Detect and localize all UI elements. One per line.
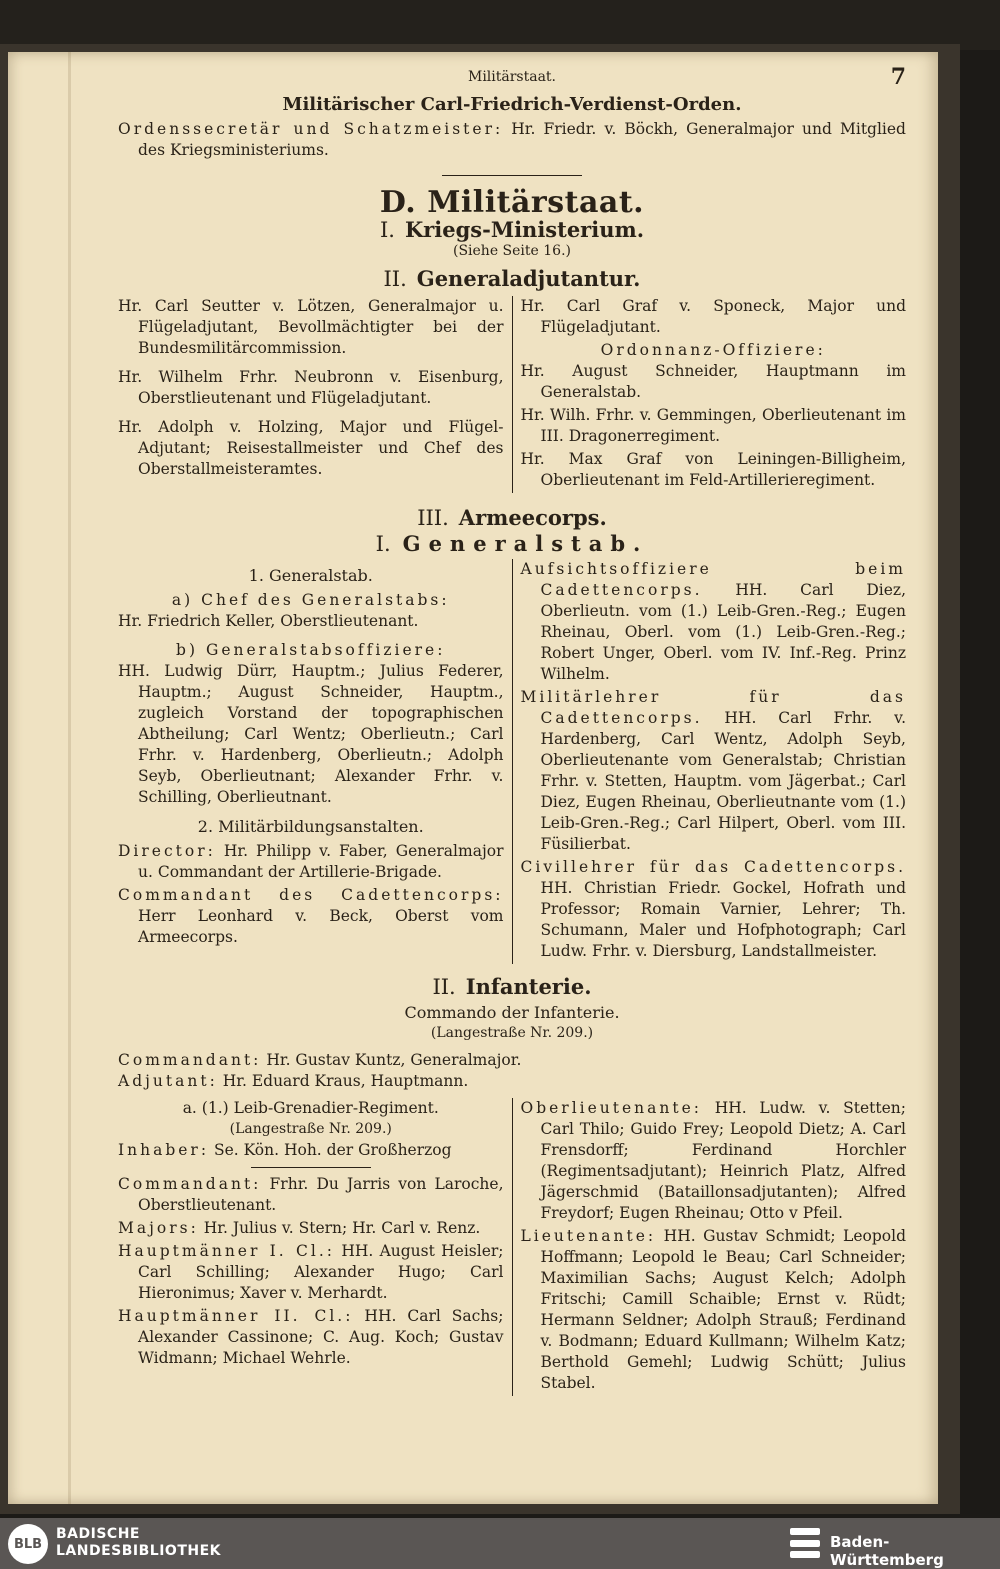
footer-bar xyxy=(0,1518,1000,1569)
infanterie-commandant xyxy=(118,1050,906,1071)
infanterie-adjutant xyxy=(118,1071,906,1092)
militaerlehrer-label: Militärlehrer für das Cadettencorps. xyxy=(520,688,906,727)
inhaber-entry xyxy=(118,1140,504,1161)
hauptmaenner-2-entry xyxy=(118,1306,504,1369)
infanterie-roman: II. xyxy=(432,975,456,999)
cadet-commandant-entry xyxy=(118,885,504,948)
adjutantur-roman: II. xyxy=(383,267,407,291)
adjutantur-title: Generaladjutantur. xyxy=(416,266,641,291)
running-head-title: Militärstaat. xyxy=(467,69,556,85)
blb-name[interactable] xyxy=(56,1526,221,1560)
order-secretary xyxy=(118,119,906,161)
civillehrer-entry xyxy=(521,857,907,962)
regiment-commandant-text: Frhr. Du Jarris von Laroche, Oberstlieutenant. xyxy=(138,1175,504,1214)
armeecorps-title: Armeecorps. xyxy=(458,505,607,530)
chef-title: a) Chef des Generalstabs: xyxy=(171,591,450,609)
majors-label: Majors: xyxy=(118,1219,199,1237)
ministry-title: Kriegs-Ministerium. xyxy=(404,217,645,242)
blb-line-1: BADISCHE xyxy=(56,1526,140,1542)
scan-background xyxy=(0,0,1000,50)
baden-wuerttemberg-lions-icon xyxy=(790,1528,820,1558)
blb-logo-icon[interactable]: BLB xyxy=(8,1524,48,1564)
oberlieutenante-text: HH. Ludw. v. Stetten; Carl Thilo; Guido Frey; Leopold Dietz; A. Carl Frensdorff; Ferdinand Horchler (Regimentsadjutant); Heinrich Platz, Alfred Jägerschmid (Bataillonsadjutanten); Alfred Freydorf; Eugen Rheinau; Otto v Pfeil. xyxy=(540,1099,906,1222)
armeecorps-left-column xyxy=(118,559,513,964)
ordonnanz-title: Ordonnanz-Offiziere: xyxy=(600,341,826,359)
section-divider xyxy=(442,175,582,176)
adjutant-entry: Hr. Carl Seutter v. Lötzen, Generalmajor u. Flügeladjutant, Bevollmächtigter bei der Bundesmilitärcommission. xyxy=(118,297,504,357)
director-text: Hr. Philipp v. Faber, Generalmajor u. Commandant der Artillerie-Brigade. xyxy=(138,842,504,881)
adjutantur-columns xyxy=(118,296,906,493)
ministry-note: (Siehe Seite 16.) xyxy=(452,243,571,259)
director-label: Director: xyxy=(118,842,216,860)
hauptmaenner-1-label: Hauptmänner I. Cl.: xyxy=(118,1242,335,1260)
generalstab-roman: I. xyxy=(375,532,391,556)
aufsicht-entry xyxy=(521,559,907,685)
commando-address: (Langestraße Nr. 209.) xyxy=(430,1025,594,1041)
ordonnanz-entry: Hr. Wilh. Frhr. v. Gemmingen, Oberlieutenant im III. Dragonerregiment. xyxy=(520,406,906,445)
commando-title: Commando der Infanterie. xyxy=(404,1003,620,1022)
order-secretary-label: Ordenssecretär und Schatzmeister: xyxy=(118,120,504,138)
regiment-commandant-entry xyxy=(118,1174,504,1216)
regiment-commandant-label: Commandant: xyxy=(118,1175,262,1193)
hauptmaenner-2-text: HH. Carl Sachs; Alexander Cassinone; C. Aug. Koch; Gustav Widmann; Michael Wehrle. xyxy=(138,1307,504,1367)
infanterie-columns xyxy=(118,1098,906,1396)
militaerlehrer-entry xyxy=(521,687,907,855)
militaerlehrer-text: HH. Carl Frhr. v. Hardenberg, Carl Wentz, Adolph Seyb, Oberlieutenante vom Generalstab; Christian Frhr. v. Stetten, Hauptm. vom Jägerbat.; Carl Diez, Eugen Rheinau, Oberlieutnante vom (1.) Leib-Gren.-Reg.; Carl Hilpert, Oberl. vom III. Füsilierbat. xyxy=(540,709,906,853)
adjutantur-left-column xyxy=(118,296,513,493)
ministry-heading xyxy=(118,219,906,241)
bildungsanstalten-subheading: 2. Militärbildungsanstalten. xyxy=(197,817,424,836)
ordonnanz-entry: Hr. August Schneider, Hauptmann im Generalstab. xyxy=(520,362,906,401)
armeecorps-right-column xyxy=(513,559,907,964)
section-d-title: D. Militärstaat. xyxy=(379,185,645,220)
infanterie-commandant-label: Commandant: xyxy=(118,1051,262,1069)
baden-wuerttemberg-name[interactable]: Baden-Württemberg xyxy=(830,1533,944,1569)
infanterie-heading xyxy=(118,976,906,998)
hauptmaenner-1-text: HH. August Heisler; Carl Schilling; Alexander Hugo; Carl Hieronimus; Xaver v. Merhardt. xyxy=(138,1242,504,1302)
majors-text: Hr. Julius v. Stern; Hr. Carl v. Renz. xyxy=(203,1219,481,1237)
page-fold-shadow xyxy=(68,52,71,1504)
director-entry xyxy=(118,841,504,883)
page-content xyxy=(118,64,906,1396)
adjutantur-heading xyxy=(118,268,906,290)
stabsoffiziere-text: HH. Ludwig Dürr, Hauptm.; Julius Federer, Hauptm.; August Schneider, Hauptm., zugleich Vorstand der topographischen Abtheilung; Carl Wentz; Oberlieutn.; Carl Frhr. v. Hardenberg, Oberlieutn.; Adolph Seyb, Oberlieutnant; Alexander Frhr. v. Schilling, Oberlieutnant. xyxy=(118,662,504,806)
regiment-title: a. (1.) Leib-Grenadier-Regiment. xyxy=(182,1099,439,1117)
generalstab-heading xyxy=(118,533,906,555)
generalstab-title: Generalstab. xyxy=(402,531,649,556)
infanterie-adjutant-label: Adjutant: xyxy=(118,1072,218,1090)
civillehrer-label: Civillehrer für das Cadettencorps. xyxy=(520,858,906,876)
running-head xyxy=(118,64,906,92)
lieutenante-label: Lieutenante: xyxy=(520,1227,657,1245)
inhaber-label: Inhaber: xyxy=(118,1141,210,1159)
oberlieutenante-label: Oberlieutenante: xyxy=(520,1099,703,1117)
hauptmaenner-2-label: Hauptmänner II. Cl.: xyxy=(118,1307,354,1325)
chef-text: Hr. Friedrich Keller, Oberstlieutenant. xyxy=(118,612,419,630)
order-secretary-text: Hr. Friedr. v. Böckh, Generalmajor und Mitglied des Kriegsministeriums. xyxy=(138,120,906,159)
ministry-roman: I. xyxy=(379,218,395,242)
page-number: 7 xyxy=(890,64,906,90)
adjutant-entry: Hr. Adolph v. Holzing, Major und Flügel-Adjutant; Reisestallmeister und Chef des Oberstallmeisteramtes. xyxy=(118,418,504,478)
infanterie-left-column xyxy=(118,1098,513,1396)
generalstab-subheading: 1. Generalstab. xyxy=(248,566,373,585)
civillehrer-text: HH. Christian Friedr. Gockel, Hofrath und Professor; Romain Varnier, Lehrer; Th. Schumann, Maler und Hofphotograph; Carl Ludw. Frhr. v. Diersburg, Landstallmeister. xyxy=(540,879,906,960)
armeecorps-columns xyxy=(118,559,906,964)
adjutantur-right-column xyxy=(513,296,907,493)
order-title: Militärischer Carl-Friedrich-Verdienst-Orden. xyxy=(282,94,742,115)
hauptmaenner-1-entry xyxy=(118,1241,504,1304)
adjutant-entry: Hr. Carl Graf v. Sponeck, Major und Flügeladjutant. xyxy=(520,297,906,336)
aufsicht-text: HH. Carl Diez, Oberlieutn. vom (1.) Leib-Gren.-Reg.; Eugen Rheinau, Oberl. vom (1.) Leib-Gren.-Reg.; Robert Unger, Oberl. vom IV. Inf.-Reg. Prinz Wilhelm. xyxy=(540,581,906,683)
infanterie-commandant-text: Hr. Gustav Kuntz, Generalmajor. xyxy=(266,1051,522,1069)
adjutant-entry: Hr. Wilhelm Frhr. Neubronn v. Eisenburg, Oberstlieutenant und Flügeladjutant. xyxy=(118,368,504,407)
inhaber-text: Se. Kön. Hoh. der Großherzog xyxy=(214,1141,452,1159)
cadet-commandant-text: Herr Leonhard v. Beck, Oberst vom Armeecorps. xyxy=(138,907,504,946)
lieutenante-text: HH. Gustav Schmidt; Leopold Hoffmann; Leopold le Beau; Carl Schneider; Maximilian Sachs; August Kelch; Adolph Fritschi; Camill Schaible; Ernst v. Rüdt; Hermann Seldner; Adolph Strauß; Ferdinand v. Bodmann; Eduard Kullmann; Wilhelm Katz; Berthold Gemehl; Ludwig Schütt; Julius Stabel. xyxy=(540,1227,906,1392)
majors-entry xyxy=(118,1218,504,1239)
cadet-commandant-label: Commandant des Cadettencorps: xyxy=(118,886,504,904)
armeecorps-roman: III. xyxy=(417,506,449,530)
book-page xyxy=(8,52,938,1504)
stabsoffiziere-title: b) Generalstabsoffiziere: xyxy=(176,641,446,659)
armeecorps-heading xyxy=(118,507,906,529)
lieutenante-entry xyxy=(521,1226,907,1394)
infanterie-title: Infanterie. xyxy=(465,974,592,999)
oberlieutenante-entry xyxy=(521,1098,907,1224)
regiment-address: (Langestraße Nr. 209.) xyxy=(229,1121,392,1137)
infanterie-adjutant-text: Hr. Eduard Kraus, Hauptmann. xyxy=(222,1072,469,1090)
aufsicht-label: Aufsichtsoffiziere beim Cadettencorps. xyxy=(520,560,906,599)
infanterie-right-column xyxy=(513,1098,907,1396)
blb-line-2: LANDESBIBLIOTHEK xyxy=(56,1543,222,1559)
regiment-divider xyxy=(251,1167,371,1168)
ordonnanz-entry: Hr. Max Graf von Leiningen-Billigheim, Oberlieutenant im Feld-Artillerieregiment. xyxy=(520,450,906,489)
